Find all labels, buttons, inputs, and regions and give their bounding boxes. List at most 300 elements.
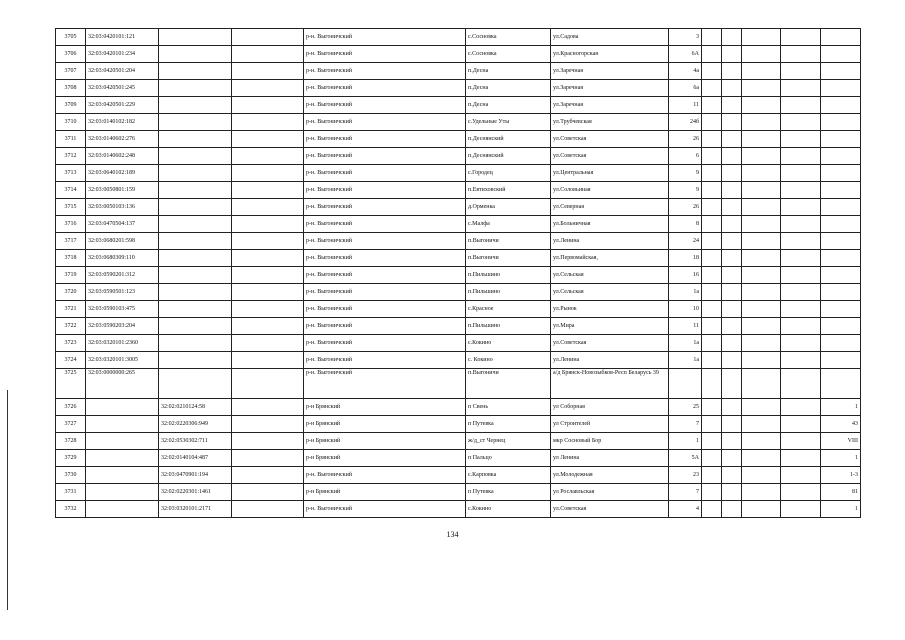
cell-street: ул.Ленина	[551, 233, 669, 250]
table-body	[56, 29, 861, 518]
cell-number: 3731	[56, 484, 86, 501]
cell-number: 3710	[56, 114, 86, 131]
cell-empty	[232, 63, 304, 80]
cell-district: р-н. Выгоничский	[304, 467, 466, 484]
cell-number: 3719	[56, 267, 86, 284]
cell-district: р-н. Выгоничский	[304, 301, 466, 318]
cell-house	[669, 369, 702, 399]
cell-cadastral-number-alt	[159, 80, 232, 97]
cell-street: ул.Трубчевская	[551, 114, 669, 131]
cell-apartment	[821, 131, 861, 148]
table-row	[56, 318, 861, 335]
cell-empty	[742, 114, 781, 131]
cell-cadastral-number: 32:03:0320101:3005	[86, 352, 159, 369]
cell-empty	[781, 467, 821, 484]
cell-cadastral-number: 32:03:0140602:276	[86, 131, 159, 148]
cell-empty	[722, 335, 742, 352]
cell-empty	[722, 46, 742, 63]
cell-empty	[232, 399, 304, 416]
cell-street: ул Строителей	[551, 416, 669, 433]
cell-street: ул Соборная	[551, 399, 669, 416]
cell-apartment	[821, 318, 861, 335]
cell-apartment: 1	[821, 501, 861, 518]
cell-cadastral-number: 32:03:0590203:204	[86, 318, 159, 335]
cell-street: ул.Молодежная	[551, 467, 669, 484]
cell-apartment: 1	[821, 450, 861, 467]
cell-empty	[722, 250, 742, 267]
cell-empty	[742, 450, 781, 467]
cell-empty	[702, 399, 722, 416]
cell-street: ул.Садова	[551, 29, 669, 46]
table-row	[56, 450, 861, 467]
cell-empty	[781, 148, 821, 165]
cell-house: 23	[669, 467, 702, 484]
cell-cadastral-number-alt	[159, 131, 232, 148]
cell-empty	[702, 250, 722, 267]
cell-locality: ж/д_ст Чернец	[466, 433, 551, 450]
cell-empty	[232, 284, 304, 301]
cell-empty	[781, 233, 821, 250]
cell-number: 3706	[56, 46, 86, 63]
cell-empty	[702, 29, 722, 46]
cell-empty	[781, 63, 821, 80]
cell-district: р-н Брянский	[304, 399, 466, 416]
cell-empty	[722, 29, 742, 46]
cell-locality: с.Городец	[466, 165, 551, 182]
table-row	[56, 501, 861, 518]
cell-empty	[781, 97, 821, 114]
cell-house: 6А	[669, 46, 702, 63]
cell-cadastral-number: 32:03:0420101:234	[86, 46, 159, 63]
cell-cadastral-number-alt	[159, 301, 232, 318]
cell-empty	[781, 250, 821, 267]
cell-cadastral-number-alt	[159, 233, 232, 250]
cell-cadastral-number-alt: 32:02:0530302:711	[159, 433, 232, 450]
cell-street: ул Ленина	[551, 450, 669, 467]
cell-empty	[781, 114, 821, 131]
cell-locality: д.Орменка	[466, 199, 551, 216]
cell-house: 26	[669, 199, 702, 216]
cell-cadastral-number-alt	[159, 250, 232, 267]
cell-empty	[232, 199, 304, 216]
cell-empty	[722, 284, 742, 301]
cell-district: р-н. Выгоничский	[304, 46, 466, 63]
table-row	[56, 369, 861, 399]
cell-house: 24	[669, 233, 702, 250]
cell-empty	[702, 131, 722, 148]
cell-empty	[781, 318, 821, 335]
cell-empty	[702, 80, 722, 97]
cell-cadastral-number-alt	[159, 199, 232, 216]
cell-cadastral-number-alt: 32:02:0220306:949	[159, 416, 232, 433]
cell-locality: с.Сосновка	[466, 29, 551, 46]
cell-empty	[742, 399, 781, 416]
cell-district: р-н. Выгоничский	[304, 216, 466, 233]
cell-empty	[781, 267, 821, 284]
table-row	[56, 131, 861, 148]
cell-empty	[742, 301, 781, 318]
cell-apartment	[821, 114, 861, 131]
cell-empty	[781, 352, 821, 369]
table-row	[56, 467, 861, 484]
cell-street: а/д Брянск-Новозыбков-Респ Беларусь 39	[551, 369, 669, 399]
cell-number: 3718	[56, 250, 86, 267]
cell-cadastral-number-alt	[159, 352, 232, 369]
cell-empty	[742, 29, 781, 46]
cell-apartment	[821, 233, 861, 250]
cell-empty	[702, 46, 722, 63]
table-row	[56, 250, 861, 267]
cell-empty	[742, 318, 781, 335]
cell-cadastral-number: 32:03:0420501:229	[86, 97, 159, 114]
cell-number: 3729	[56, 450, 86, 467]
cell-apartment	[821, 97, 861, 114]
cell-district: р-н Брянский	[304, 433, 466, 450]
cell-empty	[702, 301, 722, 318]
cell-empty	[742, 199, 781, 216]
cell-number: 3722	[56, 318, 86, 335]
cell-house: 26	[669, 131, 702, 148]
cell-cadastral-number: 32:03:0590201:312	[86, 267, 159, 284]
cell-district: р-н. Выгоничский	[304, 250, 466, 267]
cell-apartment: 43	[821, 416, 861, 433]
cell-district: р-н. Выгоничский	[304, 369, 466, 399]
cell-cadastral-number-alt: 32:03:0320101:2171	[159, 501, 232, 518]
cell-empty	[232, 29, 304, 46]
cell-district: р-н Брянский	[304, 450, 466, 467]
cell-street: ул.Северная	[551, 199, 669, 216]
cell-street: ул.Заречная	[551, 97, 669, 114]
cell-locality: п.Десна	[466, 97, 551, 114]
cell-district: р-н. Выгоничский	[304, 131, 466, 148]
cell-empty	[702, 416, 722, 433]
cell-cadastral-number: 32:03:0140102:182	[86, 114, 159, 131]
cell-number: 3730	[56, 467, 86, 484]
cell-cadastral-number-alt	[159, 216, 232, 233]
cell-cadastral-number-alt	[159, 148, 232, 165]
cell-empty	[722, 369, 742, 399]
cell-number: 3709	[56, 97, 86, 114]
cell-house: 7	[669, 484, 702, 501]
cell-empty	[742, 165, 781, 182]
cell-street: ул.Мира	[551, 318, 669, 335]
cell-empty	[722, 416, 742, 433]
cell-empty	[722, 131, 742, 148]
cell-cadastral-number-alt: 32:03:0470901:194	[159, 467, 232, 484]
cell-empty	[232, 182, 304, 199]
cell-house: 9	[669, 165, 702, 182]
cell-empty	[702, 216, 722, 233]
page-number: 134	[446, 530, 459, 539]
cell-apartment	[821, 165, 861, 182]
cell-locality: п.Деснянский	[466, 131, 551, 148]
cell-street: ул.Сельская	[551, 284, 669, 301]
cell-house: 6а	[669, 80, 702, 97]
cell-empty	[232, 165, 304, 182]
cell-cadastral-number	[86, 433, 159, 450]
cell-empty	[702, 199, 722, 216]
cell-locality: п Свень	[466, 399, 551, 416]
cell-house: 9	[669, 182, 702, 199]
cell-house: 25	[669, 399, 702, 416]
cell-number: 3713	[56, 165, 86, 182]
cell-apartment	[821, 148, 861, 165]
cell-number: 3715	[56, 199, 86, 216]
cell-empty	[742, 63, 781, 80]
cell-empty	[722, 165, 742, 182]
cell-empty	[702, 433, 722, 450]
table-row	[56, 63, 861, 80]
cell-district: р-н. Выгоничский	[304, 199, 466, 216]
table-row	[56, 199, 861, 216]
cell-empty	[722, 233, 742, 250]
cell-apartment	[821, 250, 861, 267]
cell-empty	[781, 80, 821, 97]
cell-apartment	[821, 216, 861, 233]
table-row	[56, 216, 861, 233]
cell-empty	[722, 216, 742, 233]
cell-empty	[702, 114, 722, 131]
cell-empty	[781, 301, 821, 318]
cell-cadastral-number-alt	[159, 267, 232, 284]
cell-locality: п.Деснянский	[466, 148, 551, 165]
cell-house: 6	[669, 148, 702, 165]
cell-apartment	[821, 46, 861, 63]
cell-empty	[742, 284, 781, 301]
cell-empty	[702, 467, 722, 484]
cell-empty	[722, 199, 742, 216]
binding-line	[7, 390, 8, 610]
cell-street: ул.Заречная	[551, 80, 669, 97]
cell-empty	[232, 369, 304, 399]
cell-district: р-н. Выгоничский	[304, 267, 466, 284]
cell-number: 3721	[56, 301, 86, 318]
cell-empty	[722, 433, 742, 450]
cell-number: 3708	[56, 80, 86, 97]
cell-empty	[742, 467, 781, 484]
cell-empty	[722, 182, 742, 199]
cell-empty	[702, 369, 722, 399]
cell-cadastral-number-alt	[159, 29, 232, 46]
cell-street: ул.Рынок	[551, 301, 669, 318]
cell-street: ул.Первомайская,	[551, 250, 669, 267]
cell-apartment	[821, 199, 861, 216]
cell-number: 3714	[56, 182, 86, 199]
cell-house: 4	[669, 501, 702, 518]
cell-locality: п.Десна	[466, 80, 551, 97]
cell-empty	[722, 484, 742, 501]
cell-house: 10	[669, 301, 702, 318]
cell-cadastral-number-alt: 32:02:0140104:487	[159, 450, 232, 467]
cell-locality: с.Красное	[466, 301, 551, 318]
cell-cadastral-number-alt	[159, 97, 232, 114]
cell-district: р-н. Выгоничский	[304, 233, 466, 250]
cell-empty	[781, 484, 821, 501]
cell-cadastral-number	[86, 501, 159, 518]
cell-district: р-н Брянский	[304, 484, 466, 501]
cell-street: ул.Больничная	[551, 216, 669, 233]
cell-empty	[232, 433, 304, 450]
cell-house: 7	[669, 416, 702, 433]
cell-street: мкр Сосновый Бор	[551, 433, 669, 450]
cell-empty	[781, 46, 821, 63]
cell-number: 3716	[56, 216, 86, 233]
table-row	[56, 233, 861, 250]
cell-number: 3732	[56, 501, 86, 518]
cell-street: ул.Центральная	[551, 165, 669, 182]
cell-locality: с.Кокино	[466, 335, 551, 352]
cell-empty	[702, 352, 722, 369]
cell-cadastral-number: 32:03:0680309:110	[86, 250, 159, 267]
cell-locality: п.Выгоничи	[466, 233, 551, 250]
registry-table	[55, 28, 861, 518]
cell-street: ул.Советская	[551, 335, 669, 352]
cell-cadastral-number: 32:03:0000000:265	[86, 369, 159, 399]
cell-empty	[702, 182, 722, 199]
cell-empty	[781, 29, 821, 46]
cell-house: 1а	[669, 284, 702, 301]
cell-empty	[781, 399, 821, 416]
cell-empty	[232, 46, 304, 63]
cell-district: р-н. Выгоничский	[304, 335, 466, 352]
cell-cadastral-number: 32:03:0470504:137	[86, 216, 159, 233]
cell-cadastral-number: 32:03:0320101:2360	[86, 335, 159, 352]
cell-empty	[742, 233, 781, 250]
cell-locality: п Пальцо	[466, 450, 551, 467]
cell-empty	[702, 284, 722, 301]
cell-cadastral-number-alt: 32:02:0220301:1461	[159, 484, 232, 501]
cell-apartment	[821, 284, 861, 301]
cell-apartment	[821, 267, 861, 284]
cell-cadastral-number-alt	[159, 369, 232, 399]
cell-house: 5А	[669, 450, 702, 467]
cell-apartment	[821, 63, 861, 80]
cell-district: р-н. Выгоничский	[304, 63, 466, 80]
cell-empty	[742, 46, 781, 63]
cell-cadastral-number-alt	[159, 182, 232, 199]
cell-empty	[722, 467, 742, 484]
cell-street: ул.Соловьиная	[551, 182, 669, 199]
cell-empty	[702, 165, 722, 182]
cell-empty	[742, 250, 781, 267]
cell-empty	[232, 416, 304, 433]
cell-locality: п.Десна	[466, 63, 551, 80]
cell-cadastral-number: 32:03:0680201:598	[86, 233, 159, 250]
cell-empty	[232, 216, 304, 233]
cell-empty	[781, 335, 821, 352]
cell-empty	[742, 416, 781, 433]
cell-number: 3712	[56, 148, 86, 165]
cell-district: р-н. Выгоничский	[304, 148, 466, 165]
cell-district: р-н. Выгоничский	[304, 165, 466, 182]
cell-empty	[232, 131, 304, 148]
cell-street: ул.Красногорская	[551, 46, 669, 63]
cell-empty	[781, 199, 821, 216]
cell-empty	[702, 63, 722, 80]
cell-apartment: 81	[821, 484, 861, 501]
cell-empty	[781, 165, 821, 182]
cell-street: ул.Сельская	[551, 267, 669, 284]
cell-house: 24б	[669, 114, 702, 131]
cell-number: 3720	[56, 284, 86, 301]
cell-district: р-н. Выгоничский	[304, 352, 466, 369]
cell-empty	[742, 501, 781, 518]
cell-cadastral-number-alt	[159, 284, 232, 301]
cell-house: 18	[669, 250, 702, 267]
table-row	[56, 148, 861, 165]
cell-number: 3705	[56, 29, 86, 46]
cell-street: ул.Советская	[551, 148, 669, 165]
cell-locality: п.Выгоничи	[466, 250, 551, 267]
cell-empty	[232, 114, 304, 131]
cell-number: 3726	[56, 399, 86, 416]
cell-empty	[232, 80, 304, 97]
cell-house: 8	[669, 216, 702, 233]
table-row	[56, 284, 861, 301]
cell-cadastral-number: 32:03:0420501:204	[86, 63, 159, 80]
cell-district: р-н. Выгоничский	[304, 318, 466, 335]
cell-cadastral-number: 32:03:0590103:475	[86, 301, 159, 318]
cell-house: 1а	[669, 335, 702, 352]
cell-locality: п.Пильшино	[466, 318, 551, 335]
cell-empty	[232, 352, 304, 369]
table-row	[56, 267, 861, 284]
cell-empty	[722, 80, 742, 97]
cell-house: 11	[669, 318, 702, 335]
cell-apartment	[821, 352, 861, 369]
cell-house: 4а	[669, 63, 702, 80]
cell-empty	[781, 450, 821, 467]
table-row	[56, 484, 861, 501]
table-row	[56, 301, 861, 318]
cell-district: р-н. Выгоничский	[304, 501, 466, 518]
cell-empty	[702, 501, 722, 518]
cell-cadastral-number-alt	[159, 335, 232, 352]
cell-cadastral-number: 32:03:0640102:189	[86, 165, 159, 182]
cell-apartment: 1-3	[821, 467, 861, 484]
cell-empty	[742, 352, 781, 369]
cell-district: р-н. Выгоничский	[304, 182, 466, 199]
cell-district: р-н. Выгоничский	[304, 114, 466, 131]
cell-cadastral-number: 32:03:0590501:123	[86, 284, 159, 301]
cell-street: ул Рославльская	[551, 484, 669, 501]
cell-empty	[722, 501, 742, 518]
cell-empty	[781, 284, 821, 301]
cell-empty	[722, 63, 742, 80]
cell-empty	[742, 80, 781, 97]
table-row	[56, 182, 861, 199]
cell-empty	[742, 369, 781, 399]
cell-locality: п.Выгоничи	[466, 369, 551, 399]
cell-empty	[781, 369, 821, 399]
cell-empty	[722, 267, 742, 284]
cell-empty	[232, 148, 304, 165]
cell-apartment	[821, 301, 861, 318]
cell-apartment: 1	[821, 399, 861, 416]
cell-street: ул.Советская	[551, 131, 669, 148]
cell-apartment	[821, 80, 861, 97]
cell-empty	[781, 433, 821, 450]
cell-locality: п.Пильшино	[466, 284, 551, 301]
table-row	[56, 416, 861, 433]
cell-apartment: VIII	[821, 433, 861, 450]
cell-empty	[702, 450, 722, 467]
cell-empty	[781, 216, 821, 233]
table-row	[56, 97, 861, 114]
cell-cadastral-number: 32:03:0050801:159	[86, 182, 159, 199]
cell-empty	[722, 148, 742, 165]
cell-district: р-н. Выгоничский	[304, 80, 466, 97]
